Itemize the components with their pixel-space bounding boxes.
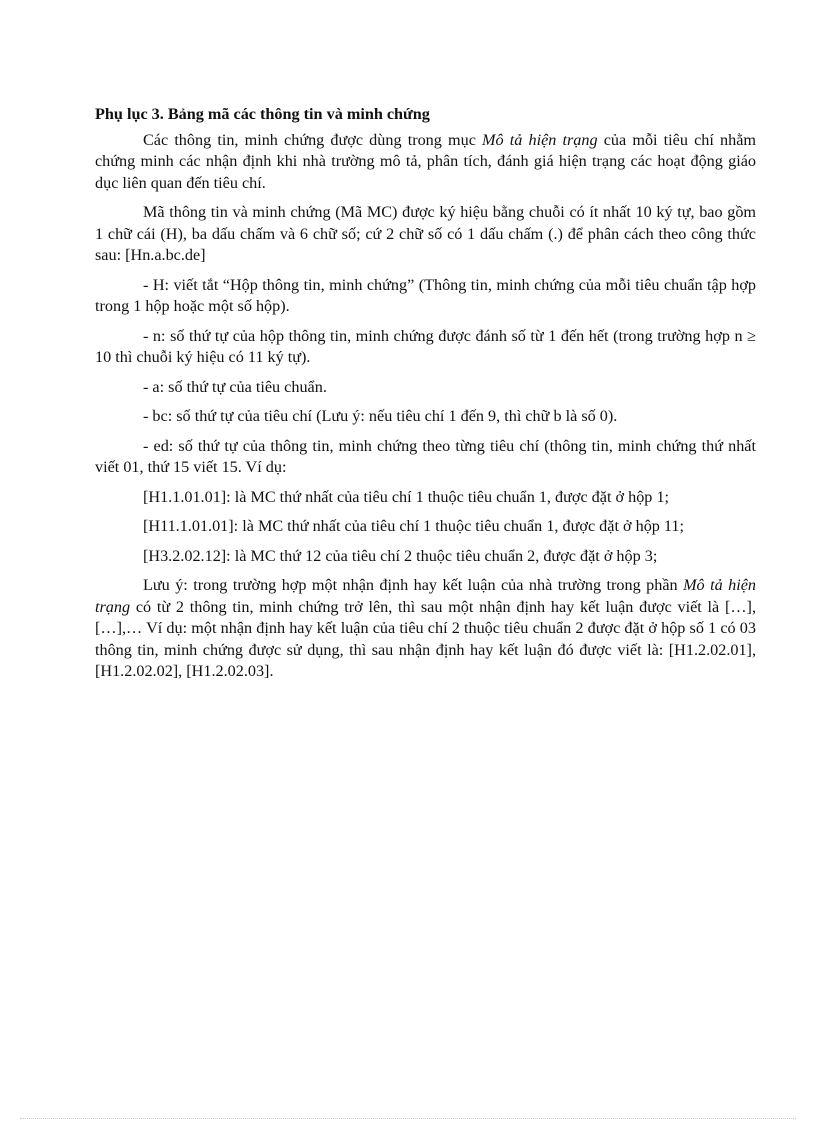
list-item-ed: - ed: số thứ tự của thông tin, minh chứng theo từng tiêu chí (thông tin, minh chứng thứ nhất viết 01, thứ 15 viết 15. Ví dụ:	[95, 436, 756, 476]
example-line-3: [H3.2.02.12]: là MC thứ 12 của tiêu chí 2 thuộc tiêu chuẩn 2, được đặt ở hộp 3;	[143, 546, 658, 565]
appendix-title: Phụ lục 3. Bảng mã các thông tin và minh chứng	[95, 105, 430, 123]
example-line-1: [H1.1.01.01]: là MC thứ nhất của tiêu chí 1 thuộc tiêu chuẩn 1, được đặt ở hộp 1;	[143, 487, 670, 506]
code-definition-paragraph: Mã thông tin và minh chứng (Mã MC) được ký hiệu bằng chuỗi có ít nhất 10 ký tự, bao gồm 1 chữ cái (H), ba dấu chấm và 6 chữ số; cứ 2 chữ số có 1 dấu chấm (.) để phân cách theo công thức sau: [Hn.a.bc.de]	[95, 203, 756, 264]
list-item-h: - H: viết tắt “Hộp thông tin, minh chứng” (Thông tin, minh chứng của mỗi tiêu chuẩn tập hợp trong 1 hộp hoặc một số hộp).	[95, 275, 756, 315]
list-item-a: - a: số thứ tự của tiêu chuẩn.	[143, 377, 327, 396]
page-bottom-dotted-rule	[20, 1118, 796, 1119]
intro-paragraph	[95, 130, 756, 195]
intro-text-start: Các thông tin, minh chứng được dùng trong mục	[143, 130, 483, 149]
note-text-start: Lưu ý: trong trường hợp một nhận định hay kết luận của nhà trường trong phần	[143, 576, 684, 594]
list-item-bc: - bc: số thứ tự của tiêu chí (Lưu ý: nếu tiêu chí 1 đến 9, thì chữ b là số 0).	[143, 407, 618, 425]
example-line-2: [H11.1.01.01]: là MC thứ nhất của tiêu chí 1 thuộc tiêu chuẩn 1, được đặt ở hộp 11;	[143, 517, 685, 535]
list-item-n: - n: số thứ tự của hộp thông tin, minh chứng được đánh số từ 1 đến hết (trong trường hợp n ≥ 10 thì chuỗi ký hiệu có 11 ký tự).	[95, 326, 756, 366]
document-page	[95, 104, 756, 691]
intro-text-end: của mỗi tiêu chí nhằm chứng minh các nhận định khi nhà trường mô tả, phân tích, đánh giá hiện trạng các hoạt động giáo dục liên quan đến tiêu chí.	[95, 130, 756, 192]
note-italic-term: Mô tả hiện trạng	[95, 576, 757, 616]
note-text-end: có từ 2 thông tin, minh chứng trở lên, thì sau một nhận định hay kết luận được viết là […], […],… Ví dụ: một nhận định hay kết luận của tiêu chí 2 thuộc tiêu chuẩn 2 được đặt ở hộp số 1 có 03 thông tin, minh chứng được sử dụng, thì sau nhận định hay kết luận đó được viết là: [H1.2.02.01], [H1.2.02.02], [H1.2.02.03].	[95, 597, 756, 680]
note-paragraph	[95, 575, 756, 683]
intro-italic-term: Mô tả hiện trạng	[482, 130, 598, 149]
